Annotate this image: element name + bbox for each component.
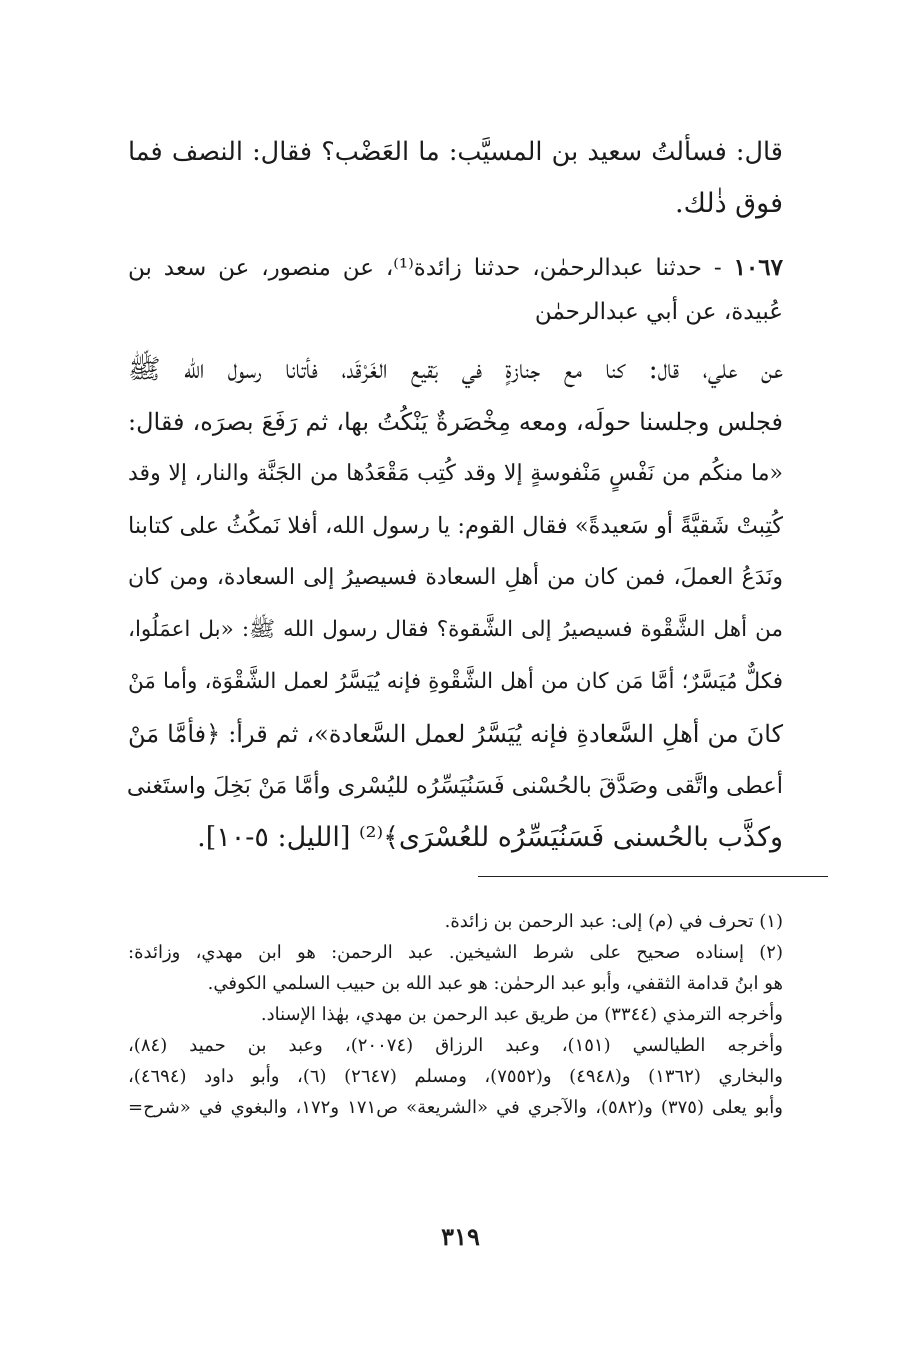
hadith-header-line-2: عُبيدة، عن أبي عبدالرحمٰن	[534, 299, 783, 325]
footnote-line: وأخرجه الترمذي (٣٣٤٤) من طريق عبد الرحمن بن مهدي، بهٰذا الإسناد.	[260, 1004, 783, 1025]
footnote-line: (١) تحرف في (م) إلى: عبد الرحمن بن زائدة.	[444, 911, 783, 932]
hadith-body-line: ونَدَعُ العملَ، فمن كان من أهلِ السعادة فسيصيرُ إلى السعادة، ومن كان	[128, 565, 783, 590]
hadith-body-line: فكلٌّ مُيَسَّرٌ؛ أمَّا مَن كان من أهل الشَّقْوةِ فإنه يُيَسَّرُ لعمل الشَّقْوَة، وأما مَنْ	[128, 669, 783, 694]
intro-line-2: فوق ذٰلك.	[675, 188, 783, 219]
hadith-body-line: فجلس وجلسنا حولَه، ومعه مِخْصَرةٌ يَنْكُتُ بها، ثم رَفَعَ بصرَه، فقال:	[128, 408, 783, 436]
hadith-number: ١٠٦٧	[733, 254, 783, 281]
footnote-separator	[478, 876, 828, 877]
hadith-body-line: من أهل الشَّقْوة فسيصيرُ إلى الشَّقوة؟ فقال رسول الله ﷺ: «بل اعمَلُوا،	[128, 617, 783, 642]
hadith-header	[128, 246, 783, 334]
footnote-line: هو ابنُ قدامة الثقفي، وأبو عبد الرحمٰن: هو عبد الله بن حبيب السلمي الكوفي.	[207, 973, 783, 994]
hadith-chain-start: حدثنا عبدالرحمٰن، حدثنا زائدة⁽¹⁾، عن منصور، عن سعد بن	[128, 255, 703, 281]
hadith-body-line: «ما منكُم من نَفْسٍ مَنْفوسةٍ إلا وقد كُتِب مَقْعَدُها من الجَنَّة والنار، إلا وقد	[128, 461, 783, 486]
hadith-header-line-1: ١٠٦٧ - حدثنا عبدالرحمٰن، حدثنا زائدة⁽¹⁾، عن منصور، عن سعد بن	[128, 254, 783, 281]
hadith-body-line: كُتِبتْ شَقيَّةً أو سَعيدةً» فقال القوم: يا رسول الله، أفلا نَمكُثُ على كتابنا	[128, 513, 783, 539]
hadith-body-line: أعطى واتَّقى وصَدَّقَ بالحُسْنى فَسَنُيَسِّرُه لليُسْرى وأمَّا مَنْ بَخِلَ واستَغنى	[126, 773, 783, 799]
hadith-body-line: كانَ من أهلِ السَّعادةِ فإنه يُيَسَّرُ لعمل السَّعادة»، ثم قرأ: ﴿فأمَّا مَنْ	[128, 720, 783, 748]
footnotes	[128, 906, 783, 1123]
hadith-body-line: عن علي، قال: كنا مع جنازةٍ في بَقيع الغَرْقَد، فأتانا رسول الله ﷺ	[128, 354, 783, 385]
intro-line-1: قال: فسألتُ سعيد بن المسيَّب: ما العَضْب؟ فقال: النصف فما	[128, 137, 783, 167]
hadith-body-line: وكذَّب بالحُسنى فَسَنُيَسِّرُه للعُسْرَى﴾⁽²⁾ [الليل: ٥-١٠].	[197, 822, 783, 853]
footnote-line: (٢) إسناده صحيح على شرط الشيخين. عبد الرحمن: هو ابن مهدي، وزائدة:	[128, 942, 783, 963]
footnote-line: وأخرجه الطيالسي (١٥١)، وعبد الرزاق (٢٠٠٧٤)، وعبد بن حميد (٨٤)،	[128, 1035, 783, 1056]
page-number: ٣١٩	[441, 1222, 480, 1251]
intro-paragraph	[128, 126, 783, 230]
hadith-body	[128, 344, 783, 864]
footnote-line: وأبو يعلى (٣٧٥) و(٥٨٢)، والآجري في «الشريعة» ص١٧١ و١٧٢، والبغوي في «شرح=	[128, 1097, 783, 1118]
footnote-line: والبخاري (١٣٦٢) و(٤٩٤٨) و(٧٥٥٢)، ومسلم (٢٦٤٧) (٦)، وأبو داود (٤٦٩٤)،	[128, 1066, 783, 1087]
